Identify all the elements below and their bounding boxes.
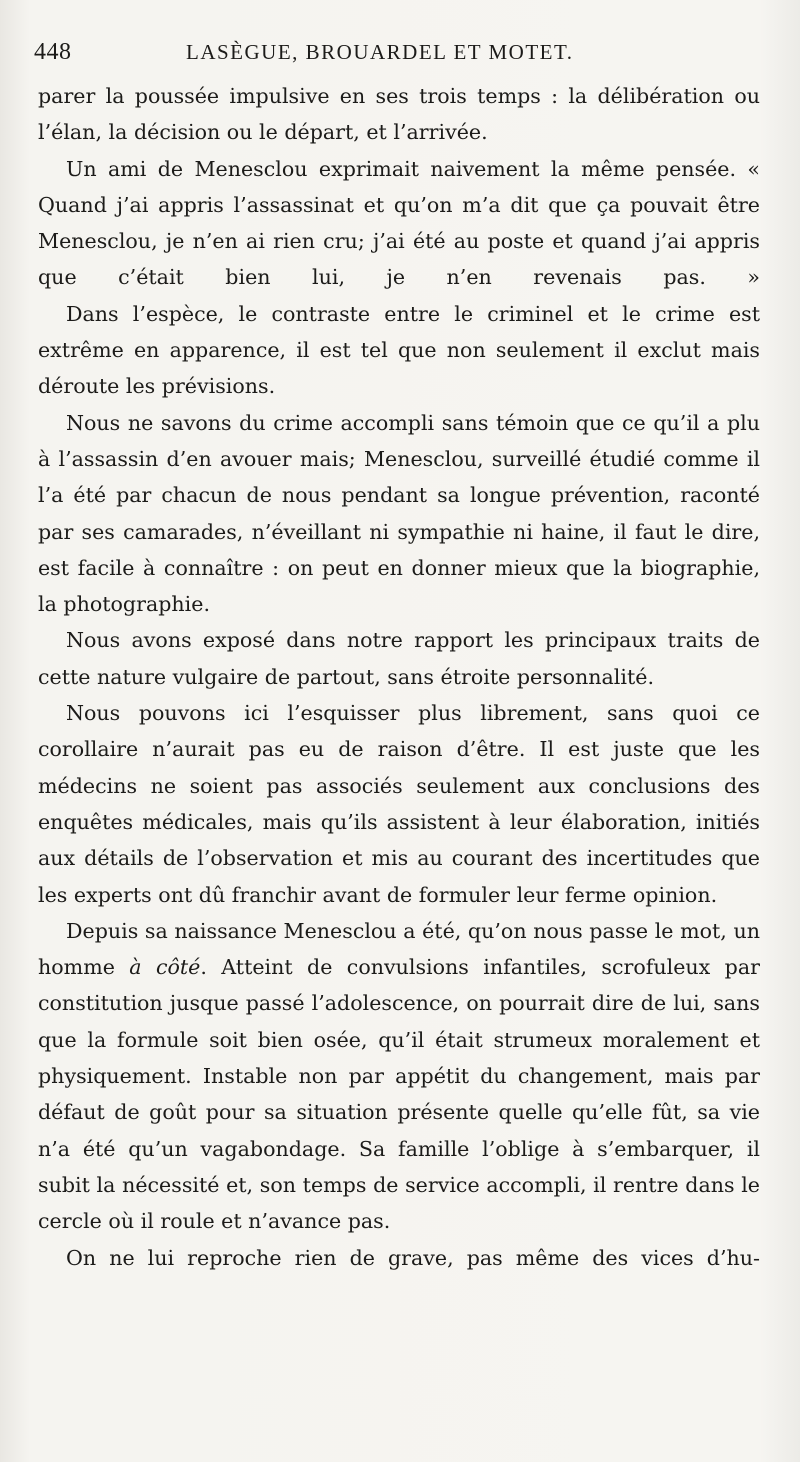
body-text <box>38 78 760 1276</box>
emphasis-a-cote: à côté <box>129 955 201 980</box>
paragraph-7 <box>38 913 760 1240</box>
paragraph-5: Nous avons exposé dans notre rapport les principaux traits de cette nature vulgaire de partout, sans étroite personnalité. <box>38 628 760 689</box>
paragraph-3: Dans l’espèce, le contraste entre le criminel et le crime est extrême en apparence, il est tel que non seulement il exclut mais déroute les prévisions. <box>38 301 760 399</box>
paragraph-7-text-before: Depuis sa naissance Menesclou a été, qu’on nous passe le mot, un homme <box>38 918 760 980</box>
page-number: 448 <box>34 39 72 65</box>
paragraph-8: On ne lui reproche rien de grave, pas même des vices d’hu- <box>66 1245 760 1270</box>
paragraph-6: Nous pouvons ici l’esquisser plus librement, sans quoi ce corollaire n’aurait pas eu de raison d’être. Il est juste que les médecins ne soient pas associés seulement aux conclusions des enquêtes médicales, mais qu’ils assistent à leur élaboration, initiés aux détails de l’observation et mis au courant des incertitudes que les experts ont dû franchir avant de formuler leur ferme opinion. <box>38 701 760 907</box>
running-title: LASÈGUE, BROUARDEL ET MOTET. <box>186 40 574 64</box>
paragraph-7-text-after: . Atteint de convulsions infantiles, scrofuleux par constitution jusque passé l’adolescence, on pourrait dire de lui, sans que la formule soit bien osée, qu’il était strumeux moralement et physiquement. Instable non par appétit du changement, mais par défaut de goût pour sa situation présente quelle qu’elle fût, sa vie n’a été qu’un vagabondage. Sa famille l’oblige à s’embarquer, il subit la nécessité et, son temps de service accompli, il rentre dans le cercle où il roule et n’avance pas. <box>38 955 760 1234</box>
paragraph-2: Un ami de Menesclou exprimait naivement la même pensée. « Quand j’ai appris l’assassinat et qu’on m’a dit que ça pouvait être Menesclou, je n’en ai rien cru; j’ai été au poste et quand j’ai appris que c’était bien lui, je n’en revenais pas. » <box>38 156 760 290</box>
paragraph-4: Nous ne savons du crime accompli sans témoin que ce qu’il a plu à l’assassin d’en avouer mais; Menesclou, surveillé étudié comme il l’a été par chacun de nous pendant sa longue prévention, raconté par ses camarades, n’éveillant ni sympathie ni haine, il faut le dire, est facile à connaître : on peut en donner mieux que la biographie, la photographie. <box>38 410 760 617</box>
paragraph-1: parer la poussée impulsive en ses trois temps : la délibération ou l’élan, la décision ou le départ, et l’arrivée. <box>38 84 760 145</box>
running-head <box>34 34 760 70</box>
